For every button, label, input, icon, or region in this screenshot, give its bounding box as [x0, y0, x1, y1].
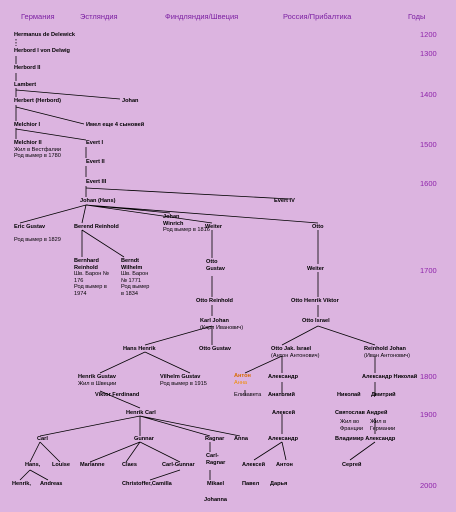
person-johan-winrich: Johan Winrich Род вымер в 1816	[163, 214, 210, 234]
person-otto-jak-israel: Otto Jak. Israel (Антон Антонович)	[271, 346, 320, 359]
year-label: 1800	[420, 372, 437, 381]
person-lambert: Lambert	[14, 82, 37, 88]
note: (Иван Антонович)	[364, 352, 411, 359]
tree-line	[30, 442, 180, 462]
person-reinhold-johan: Reinhold Johan (Иван Антонович)	[364, 346, 411, 359]
tree-line	[210, 442, 375, 460]
person-anton-2: Антон	[276, 462, 293, 468]
person-henrik: Henrik,	[12, 481, 31, 487]
note-andrey: Жил в Германии	[370, 419, 396, 432]
person-hermanus: Hermanus de Delewick	[14, 32, 75, 38]
note-svyatoslav: Жил во Франции	[340, 419, 364, 432]
tree-line	[100, 352, 375, 373]
person-evert-2: Evert II	[86, 159, 105, 165]
person-weiter-2: Weiter	[307, 266, 324, 272]
person-henrik-carl: Henrik Carl	[126, 410, 156, 416]
tree-line	[145, 326, 375, 345]
person-nikolay: Николай	[337, 392, 361, 398]
tree-line	[212, 230, 318, 297]
person-hans: Hans,	[25, 462, 41, 468]
person-vladimir-aleksandr: Владимир Александр	[335, 436, 396, 442]
tree-line	[212, 305, 318, 317]
person-herbert: Herbert (Herbord)	[14, 98, 61, 104]
tree-line	[86, 188, 290, 199]
person-viktor-ferdinand: Viktor Ferdinand	[95, 392, 140, 398]
header-estonia: Эстляндия	[80, 12, 118, 21]
person-vilhelm-gustav: Vilhelm Gustav Род вымер в 1915	[160, 374, 207, 387]
person-hans-henrik: Hans Henrik	[123, 346, 156, 352]
year-label: 1600	[420, 179, 437, 188]
person-elizaveta: Елизавета	[234, 392, 262, 398]
person-herbord-1: Herbord I von Delwig	[14, 48, 70, 54]
person-melchior-2: Melchior II Жил в Вестфалии Род вымер в 1780	[14, 140, 62, 160]
person-aleksey-2: Алексей	[242, 462, 266, 468]
note: Род вымер в	[74, 284, 107, 291]
person-johanna: Johanna	[204, 497, 228, 503]
person-marianne: Marianne	[80, 462, 105, 468]
person-darya: Дарья	[270, 481, 288, 487]
person-johan-hans: Johan (Hans)	[80, 198, 116, 204]
person-berend-reinhold: Berend Reinhold	[74, 224, 119, 230]
note: Шв. Барон	[121, 271, 149, 278]
person-otto-gustav-2: Otto Gustav	[199, 346, 232, 352]
person-weiter: Weiter	[205, 224, 222, 230]
year-label: 1200	[420, 30, 437, 39]
note: Шв. Барон №	[74, 271, 109, 278]
person-aleksandr: Александр	[268, 374, 298, 380]
person-carl-ragnar: Carl- Ragnar	[206, 453, 226, 466]
year-label: 1500	[420, 140, 437, 149]
person-evert-3: Evert III	[86, 179, 107, 185]
person-mikael: Mikael	[207, 481, 225, 487]
person-aleksandr-nikolay: Александр Николай	[362, 374, 418, 380]
year-label: 1700	[420, 266, 437, 275]
note: Род вымер в 1915	[160, 380, 207, 387]
note: 176	[74, 277, 84, 284]
tree-line	[16, 128, 86, 140]
tree-line	[40, 416, 240, 436]
person-carl-gunnar: Carl-Gunnar	[162, 462, 195, 468]
note: Род вымер в 1780	[14, 153, 61, 160]
note: Жил в Швеции	[78, 380, 117, 387]
person-ragnar: Ragnar	[205, 436, 225, 442]
person-sergey: Сергей	[342, 462, 362, 468]
header-finland-sweden: Финдляндия/Швеция	[165, 12, 239, 21]
year-label: 1900	[420, 410, 437, 419]
person-gunnar: Gunnar	[134, 436, 154, 442]
year-label: 1400	[420, 90, 437, 99]
year-label: 2000	[420, 481, 437, 490]
person-henrik-gustav: Henrik Gustav Жил в Швеции	[78, 374, 117, 387]
note: (Антон Антонович)	[271, 352, 320, 359]
person-evert-4: Evert IV	[274, 198, 295, 204]
person-christoffer-camilla: Christoffer,Camilla	[122, 481, 172, 487]
header-russia-baltic: Россия/Прибалтика	[283, 12, 352, 21]
person-aleksey: Алексей	[272, 410, 296, 416]
note: в 1834	[121, 290, 138, 297]
person-otto-israel: Otto Israel	[302, 318, 330, 324]
person-otto-henrik-viktor: Otto Henrik Viktor	[291, 298, 339, 304]
person-eric-gustav: Eric Gustav Род вымер в 1829	[14, 224, 61, 244]
person-berndt-wilhelm: Berndt Wilhelm Шв. Барон № 1771 Род вымер в 1834	[121, 258, 150, 297]
note: 1974	[74, 290, 87, 297]
note: Род вымер в 1829	[14, 237, 61, 244]
person-karl-johan: Karl Johan (Карл Иванович)	[200, 318, 244, 331]
note: Анна	[234, 379, 248, 386]
note: Жил в Вестфалии	[14, 146, 62, 153]
person-anton-highlight: Антон Анна	[234, 373, 251, 386]
note: Род вымер	[121, 284, 150, 291]
note-four-sons: Имел еще 4 сыновей	[86, 122, 145, 128]
person-svyatoslav-andrey: Святослав Андрей	[335, 410, 388, 416]
note: (Карл Иванович)	[200, 324, 244, 331]
person-herbord-2: Herbord II	[14, 65, 41, 71]
person-melchior-1: Melchior I	[14, 122, 41, 128]
person-aleksandr-2: Александр	[268, 436, 298, 442]
person-andreas: Andreas	[40, 481, 63, 487]
header-germany: Германия	[21, 12, 55, 21]
person-louise: Louise	[52, 462, 71, 468]
person-anatoliy: Анатолий	[268, 392, 295, 398]
person-otto: Otto	[312, 224, 324, 230]
note: Род вымер в 1816	[163, 227, 210, 234]
person-evert-1: Evert I	[86, 140, 104, 146]
header-years: Годы	[408, 12, 426, 21]
person-claes: Claes	[122, 462, 137, 468]
tree-line	[20, 470, 210, 480]
person-johan: Johan	[122, 98, 139, 104]
person-dmitriy: Дмитрий	[371, 392, 396, 398]
year-label: 1300	[420, 49, 437, 58]
person-carl: Carl	[37, 436, 48, 442]
person-bernhard-reinhold: Bernhard Reinhold Шв. Барон № 176 Род вымер в 1974	[74, 258, 109, 297]
person-anna: Anna	[234, 436, 248, 442]
note: № 1771	[121, 277, 141, 284]
person-otto-reinhold: Otto Reinhold	[196, 298, 233, 304]
tree-line	[82, 230, 124, 257]
person-pavel: Павел	[242, 481, 260, 487]
person-otto-gustav: Otto Gustav	[206, 259, 225, 272]
